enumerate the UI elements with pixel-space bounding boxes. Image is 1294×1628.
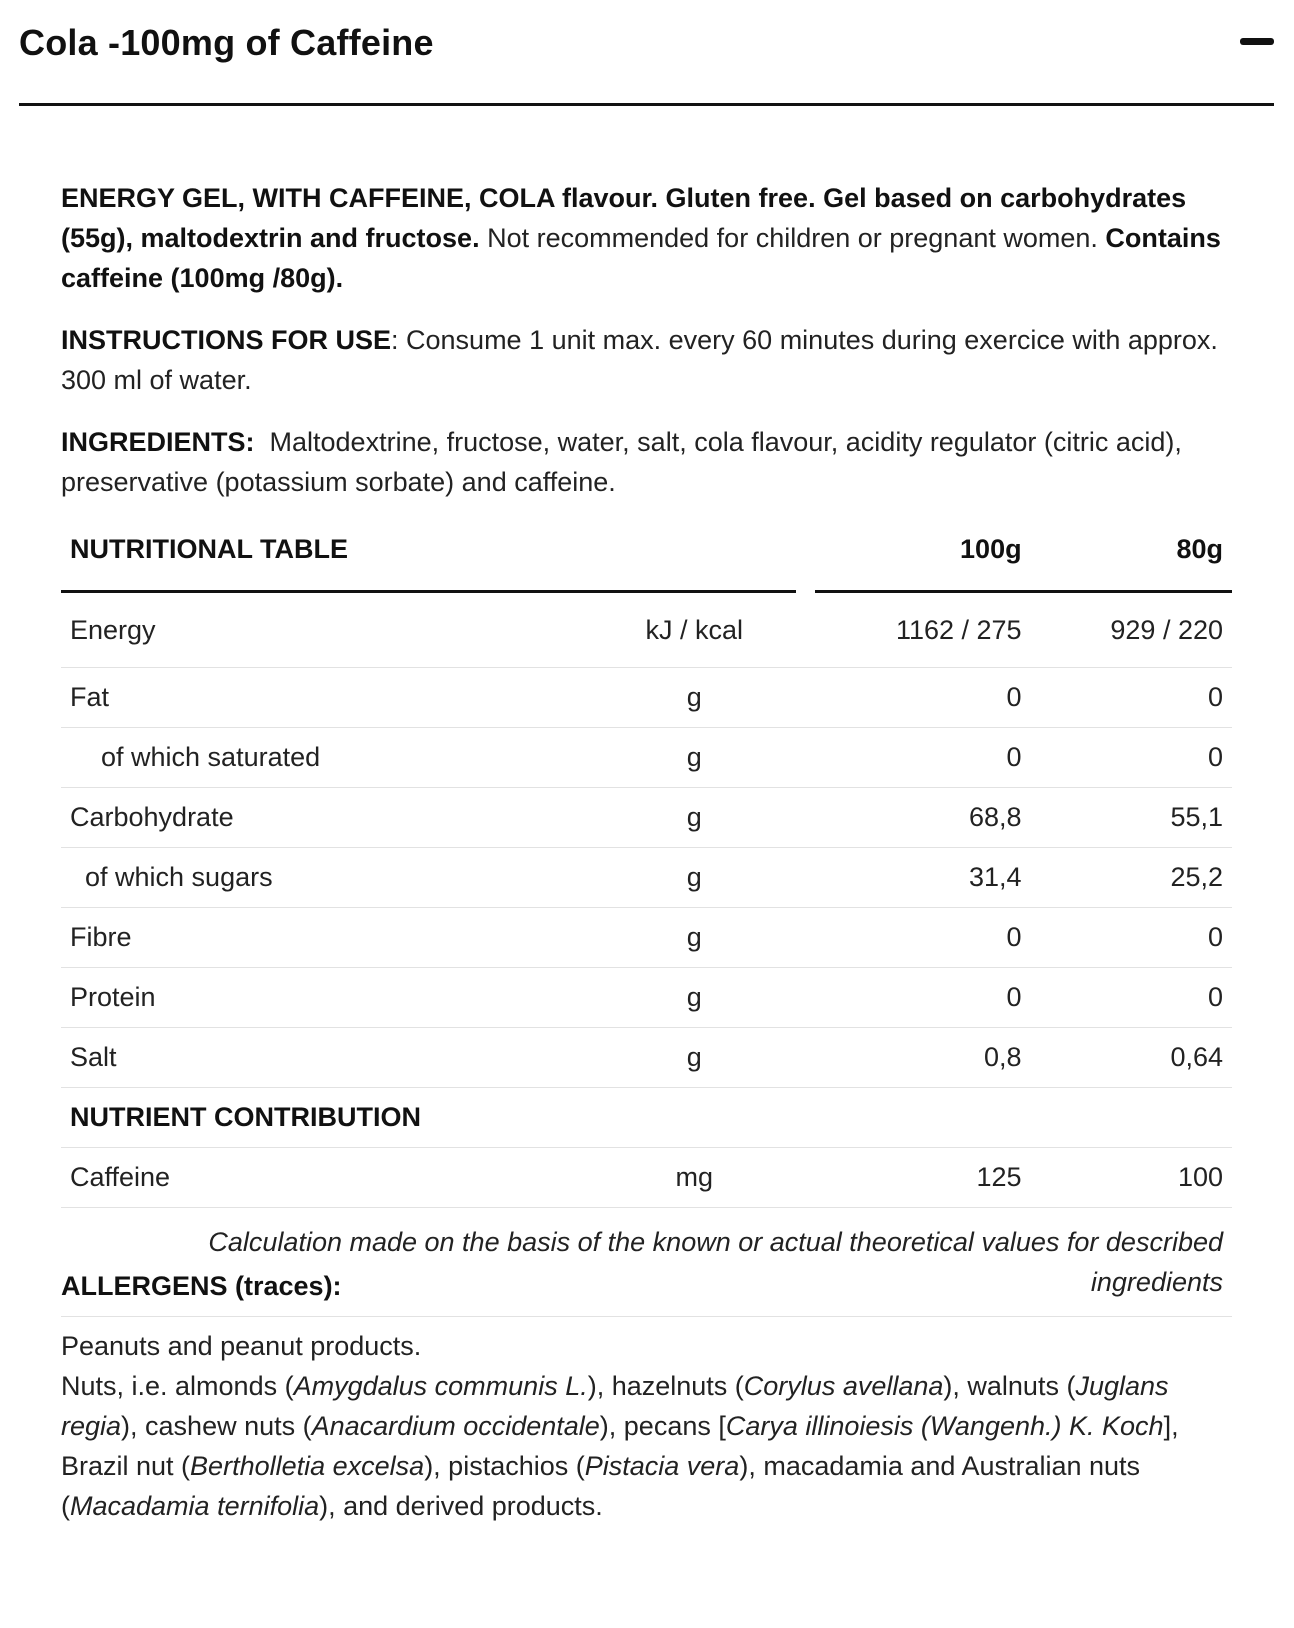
latin-name: Bertholletia excelsa (190, 1451, 425, 1481)
value-100g: 0,8 (815, 1028, 1031, 1088)
nutrient-name: of which saturated (61, 728, 593, 788)
table-row (61, 668, 1232, 728)
value-80g: 929 / 220 (1031, 592, 1232, 668)
header-gap (796, 528, 815, 592)
value-80g: 0 (1031, 968, 1232, 1028)
nutrient-unit: g (593, 908, 796, 968)
description-text: Not recommended for children or pregnant women. (479, 223, 1106, 253)
value-80g: 100 (1031, 1148, 1232, 1208)
nutrient-name: of which sugars (61, 848, 593, 908)
value-80g: 0 (1031, 908, 1232, 968)
latin-name: Corylus avellana (743, 1371, 944, 1401)
nutrient-unit: g (593, 728, 796, 788)
table-row (61, 592, 1232, 668)
nutrient-name: Energy (61, 592, 593, 668)
allergen-text: ), walnuts ( (943, 1371, 1076, 1401)
nutrient-name: Protein (61, 968, 593, 1028)
value-100g: 0 (815, 908, 1031, 968)
value-100g: 0 (815, 728, 1031, 788)
latin-name: Anacardium occidentale (311, 1411, 600, 1441)
value-100g: 31,4 (815, 848, 1031, 908)
allergens-section (61, 1266, 1233, 1526)
allergen-text: Nuts, i.e. almonds ( (61, 1371, 294, 1401)
nutrient-unit: mg (593, 1148, 796, 1208)
ingredients-label: INGREDIENTS: (61, 427, 255, 457)
allergen-nuts (61, 1366, 1233, 1526)
description-bold: ENERGY GEL, WITH CAFFEINE, COLA flavour. Gluten free. Gel based on carbohydrates (55g), maltodextrin and fructose. (61, 183, 1187, 253)
nutrient-name: Caffeine (61, 1148, 593, 1208)
value-80g: 25,2 (1031, 848, 1232, 908)
allergen-peanuts: Peanuts and peanut products. (61, 1331, 422, 1361)
minus-icon[interactable] (1240, 38, 1274, 45)
unit-header (593, 528, 796, 592)
table-row (61, 968, 1232, 1028)
nutrient-unit: g (593, 668, 796, 728)
nutrient-contribution-title: NUTRIENT CONTRIBUTION (61, 1088, 1232, 1148)
table-row (61, 1028, 1232, 1088)
nutrient-unit: g (593, 968, 796, 1028)
table-row (61, 788, 1232, 848)
latin-name: Amygdalus communis L. (293, 1371, 588, 1401)
nutritional-table (61, 528, 1232, 1317)
calculation-note: Calculation made on the basis of the known or actual theoretical values for described ingredients (61, 1208, 1232, 1317)
ingredients-paragraph (61, 422, 1233, 502)
nutrition-table-title: NUTRITIONAL TABLE (61, 528, 593, 592)
nutrient-name: Salt (61, 1028, 593, 1088)
product-description (61, 178, 1233, 524)
allergen-text: ), and derived products. (319, 1491, 603, 1521)
col-80g-header: 80g (1031, 528, 1232, 592)
accordion-header[interactable] (19, 0, 1274, 106)
value-100g: 0 (815, 668, 1031, 728)
allergen-text: ), cashew nuts ( (121, 1411, 312, 1441)
value-80g: 55,1 (1031, 788, 1232, 848)
value-100g: 1162 / 275 (815, 592, 1031, 668)
latin-name: Macadamia ternifolia (70, 1491, 320, 1521)
nutrient-name: Fat (61, 668, 593, 728)
nutrient-unit: g (593, 848, 796, 908)
caffeine-content: Contains caffeine (100mg /80g). (61, 223, 1221, 293)
instructions-text: : Consume 1 unit max. every 60 minutes during exercice with approx. 300 ml of water. (61, 325, 1218, 395)
accordion-title: Cola -100mg of Caffeine (19, 22, 434, 63)
description-paragraph (61, 178, 1233, 298)
latin-name: Juglans regia (61, 1371, 1169, 1441)
value-80g: 0,64 (1031, 1028, 1232, 1088)
col-100g-header: 100g (815, 528, 1031, 592)
value-100g: 125 (815, 1148, 1031, 1208)
value-80g: 0 (1031, 728, 1232, 788)
latin-name: Carya illinoiesis (Wangenh.) K. Koch (725, 1411, 1164, 1441)
value-80g: 0 (1031, 668, 1232, 728)
value-100g: 68,8 (815, 788, 1031, 848)
table-row (61, 728, 1232, 788)
nutrient-unit: g (593, 788, 796, 848)
nutrient-name: Fibre (61, 908, 593, 968)
allergen-text: ), pecans [ (599, 1411, 726, 1441)
table-row (61, 908, 1232, 968)
table-row (61, 848, 1232, 908)
nutrient-unit: kJ / kcal (593, 592, 796, 668)
table-row (61, 1148, 1232, 1208)
ingredients-text: Maltodextrine, fructose, water, salt, cola flavour, acidity regulator (citric acid), preservative (potassium sorbate) and caffeine. (61, 427, 1190, 497)
latin-name: Pistacia vera (584, 1451, 740, 1481)
nutrient-unit: g (593, 1028, 796, 1088)
allergen-text: ), macadamia and Australian nuts ( (61, 1451, 1141, 1521)
allergen-text: ), hazelnuts ( (587, 1371, 744, 1401)
value-100g: 0 (815, 968, 1031, 1028)
allergen-text: ), pistachios ( (424, 1451, 585, 1481)
allergen-text: ], Brazil nut ( (61, 1411, 1179, 1481)
allergens-heading: ALLERGENS (traces): (61, 1271, 342, 1301)
instructions-paragraph (61, 320, 1233, 400)
nutrient-name: Carbohydrate (61, 788, 593, 848)
section-row (61, 1088, 1232, 1148)
instructions-label: INSTRUCTIONS FOR USE (61, 325, 392, 355)
